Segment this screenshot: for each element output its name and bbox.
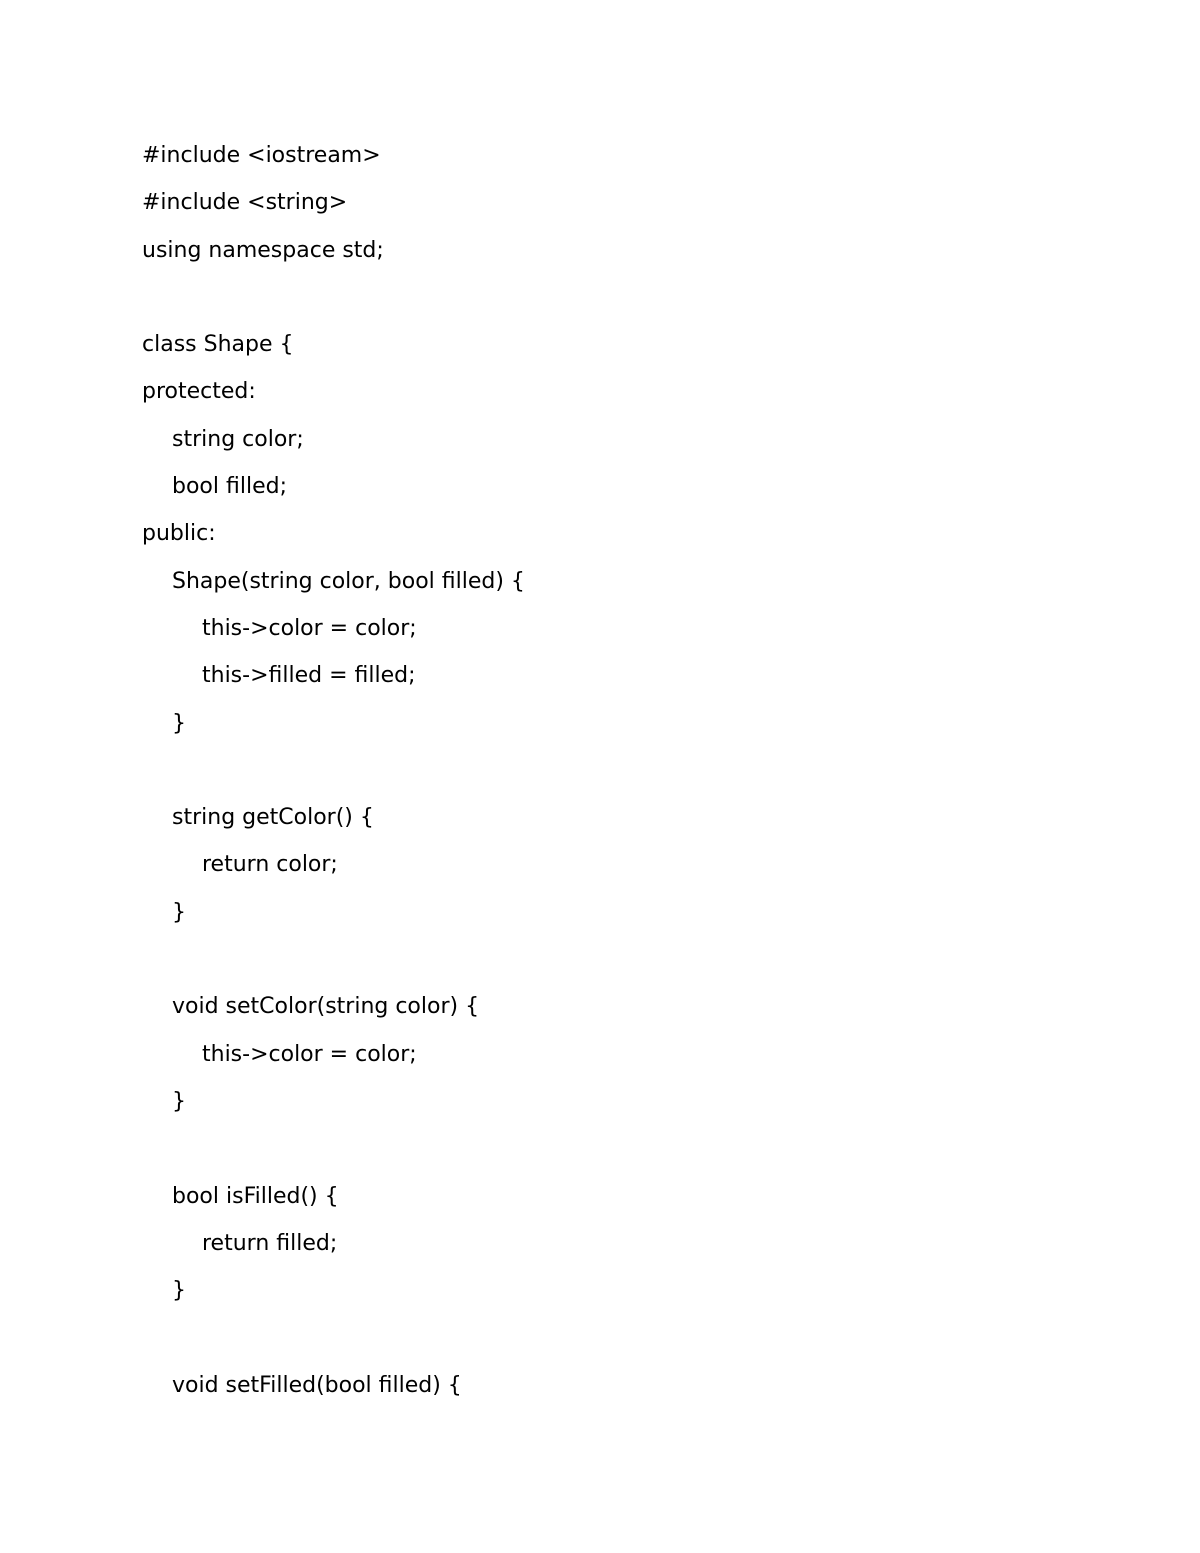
code-line: public: — [142, 521, 216, 547]
code-line: this->color = color; — [202, 615, 417, 641]
code-line: #include <iostream> — [142, 143, 381, 168]
code-line: this->color = color; — [202, 1041, 417, 1067]
blank-line — [142, 1125, 1142, 1172]
code-line: return filled; — [202, 1230, 338, 1256]
code-line: void setColor(string color) { — [172, 994, 480, 1020]
code-line: using namespace std; — [142, 237, 384, 263]
code-line: class Shape { — [142, 332, 294, 358]
code-line: } — [172, 1088, 186, 1114]
code-line: string getColor() { — [172, 805, 374, 831]
blank-line — [142, 747, 1142, 794]
blank-line — [142, 1314, 1142, 1361]
code-line: Shape(string color, bool filled) { — [172, 568, 525, 594]
code-listing — [142, 132, 1142, 1409]
code-line: } — [172, 1278, 186, 1304]
code-line: #include <string> — [142, 190, 348, 216]
code-line: this->filled = filled; — [202, 663, 416, 689]
blank-line — [142, 274, 1142, 321]
code-line: string color; — [172, 426, 304, 452]
code-line: protected: — [142, 379, 256, 405]
code-line: bool isFilled() { — [172, 1183, 339, 1209]
code-line: return color; — [202, 852, 338, 878]
code-line: } — [172, 899, 186, 925]
code-line: void setFilled(bool filled) { — [172, 1372, 462, 1398]
code-line: bool filled; — [172, 474, 287, 500]
blank-line — [142, 936, 1142, 983]
code-line: } — [172, 710, 186, 736]
